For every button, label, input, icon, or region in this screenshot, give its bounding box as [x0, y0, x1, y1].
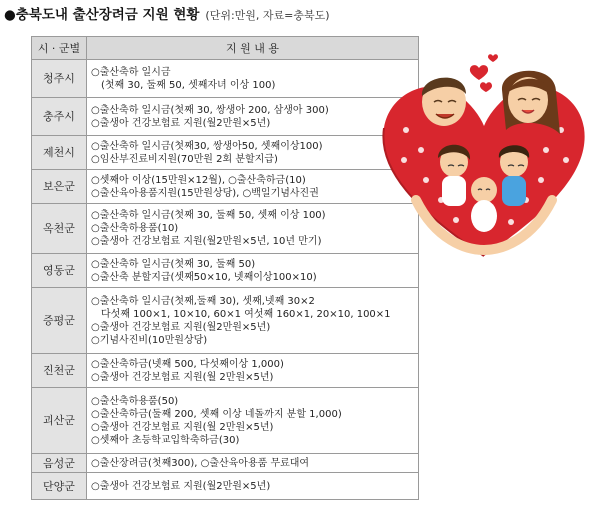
detail-line: ○출산육아용품지원(15만원상당), ○백일기념사진권	[91, 187, 319, 199]
title-text: ●충북도내 출산장려금 지원 현황	[4, 7, 200, 23]
subsidy-table	[31, 36, 419, 500]
detail-line: 다섯째 100×1, 10×10, 60×1 여섯째 160×1, 20×10, 100×1	[101, 308, 391, 320]
details-cell	[87, 288, 419, 354]
table-row	[32, 60, 419, 98]
table-row	[32, 204, 419, 254]
table-row	[32, 98, 419, 136]
details-cell	[87, 473, 419, 500]
details-cell	[87, 136, 419, 170]
detail-line: ○출산축하 일시금(첫째 30, 쌍생아 200, 삼생아 300)	[91, 104, 329, 116]
detail-line: ○출산축하 일시금(첫째 30, 둘째 50, 셋째 이상 100)	[91, 210, 326, 221]
region-cell: 진천군	[32, 354, 87, 388]
region-cell: 음성군	[32, 454, 87, 473]
small-heart-icon	[480, 82, 492, 92]
detail-line: ○출산축하금(둘째 200, 셋째 이상 네돌까지 분할 1,000)	[91, 408, 342, 420]
detail-line: ○출산축하 일시금(첫째 30, 둘째 50)	[91, 258, 256, 270]
detail-line: (첫째 30, 둘째 50, 셋째자녀 이상 100)	[101, 79, 276, 91]
detail-line: ○출생아 건강보험료 지원(월 2만원×5년)	[91, 371, 274, 383]
table-row	[32, 473, 419, 500]
table-row	[32, 288, 419, 354]
detail-line: ○출산축하용품(10)	[91, 223, 179, 234]
table-row	[32, 170, 419, 204]
detail-line: ○출산장려금(첫째300), ○출산육아용품 무료대여	[91, 457, 310, 469]
detail-line: ○셋째아 초등학교입학축하금(30)	[91, 434, 240, 446]
table-row	[32, 354, 419, 388]
column-header-details: 지 원 내 용	[87, 37, 419, 60]
column-header-region: 시 · 군별	[32, 37, 87, 60]
detail-line: ○출산축하 일시금	[91, 66, 171, 78]
region-cell: 옥천군	[32, 204, 87, 254]
detail-line: ○출산축하용품(50)	[91, 395, 179, 407]
table-body	[32, 60, 419, 500]
region-cell: 충주시	[32, 98, 87, 136]
detail-line: ○출산축 분할지급(셋째50×10, 넷째이상100×10)	[91, 271, 317, 283]
details-cell	[87, 388, 419, 454]
details-cell	[87, 170, 419, 204]
table-row	[32, 254, 419, 288]
details-cell	[87, 454, 419, 473]
detail-line: ○기념사진비(10만원상당)	[91, 334, 208, 346]
detail-line: ○출생아 건강보험료 지원(월2만원×5년)	[91, 321, 271, 333]
detail-line: ○출생아 건강보험료 지원(월2만원×5년)	[91, 480, 271, 492]
region-cell: 증평군	[32, 288, 87, 354]
page-title	[4, 4, 330, 26]
details-cell	[87, 60, 419, 98]
table-row	[32, 136, 419, 170]
region-cell: 영동군	[32, 254, 87, 288]
family-heart-illustration	[376, 50, 592, 265]
detail-line: ○출산축하 일시금(첫째,둘째 30), 셋째,넷째 30×2	[91, 295, 315, 307]
details-cell	[87, 254, 419, 288]
details-cell	[87, 98, 419, 136]
detail-line: ○출생아 건강보험료 지원(월2만원×5년)	[91, 117, 271, 129]
details-cell	[87, 204, 419, 254]
detail-line: ○출산축하 일시금(첫째30, 쌍생아50, 셋째이상100)	[91, 140, 323, 152]
region-cell: 보은군	[32, 170, 87, 204]
table-header-row	[32, 37, 419, 60]
detail-line: ○임산부진료비지원(70만원 2회 분할지급)	[91, 153, 278, 165]
region-cell: 단양군	[32, 473, 87, 500]
title-subtitle: (단위:만원, 자료=충북도)	[205, 9, 330, 22]
region-cell: 괴산군	[32, 388, 87, 454]
table-row	[32, 388, 419, 454]
region-cell: 제천시	[32, 136, 87, 170]
detail-line: ○셋째아 이상(15만원×12월), ○출산축하금(10)	[91, 174, 306, 186]
small-heart-icon	[470, 65, 488, 80]
small-heart-icon	[488, 54, 498, 62]
region-cell: 청주시	[32, 60, 87, 98]
detail-line: ○출생아 건강보험료 지원(월2만원×5년, 10년 만기)	[91, 236, 322, 247]
detail-line: ○출생아 건강보험료 지원(월 2만원×5년)	[91, 421, 274, 433]
detail-line: ○출산축하금(넷째 500, 다섯째이상 1,000)	[91, 358, 284, 370]
father-figure	[422, 78, 466, 126]
details-cell	[87, 354, 419, 388]
table-row	[32, 454, 419, 473]
